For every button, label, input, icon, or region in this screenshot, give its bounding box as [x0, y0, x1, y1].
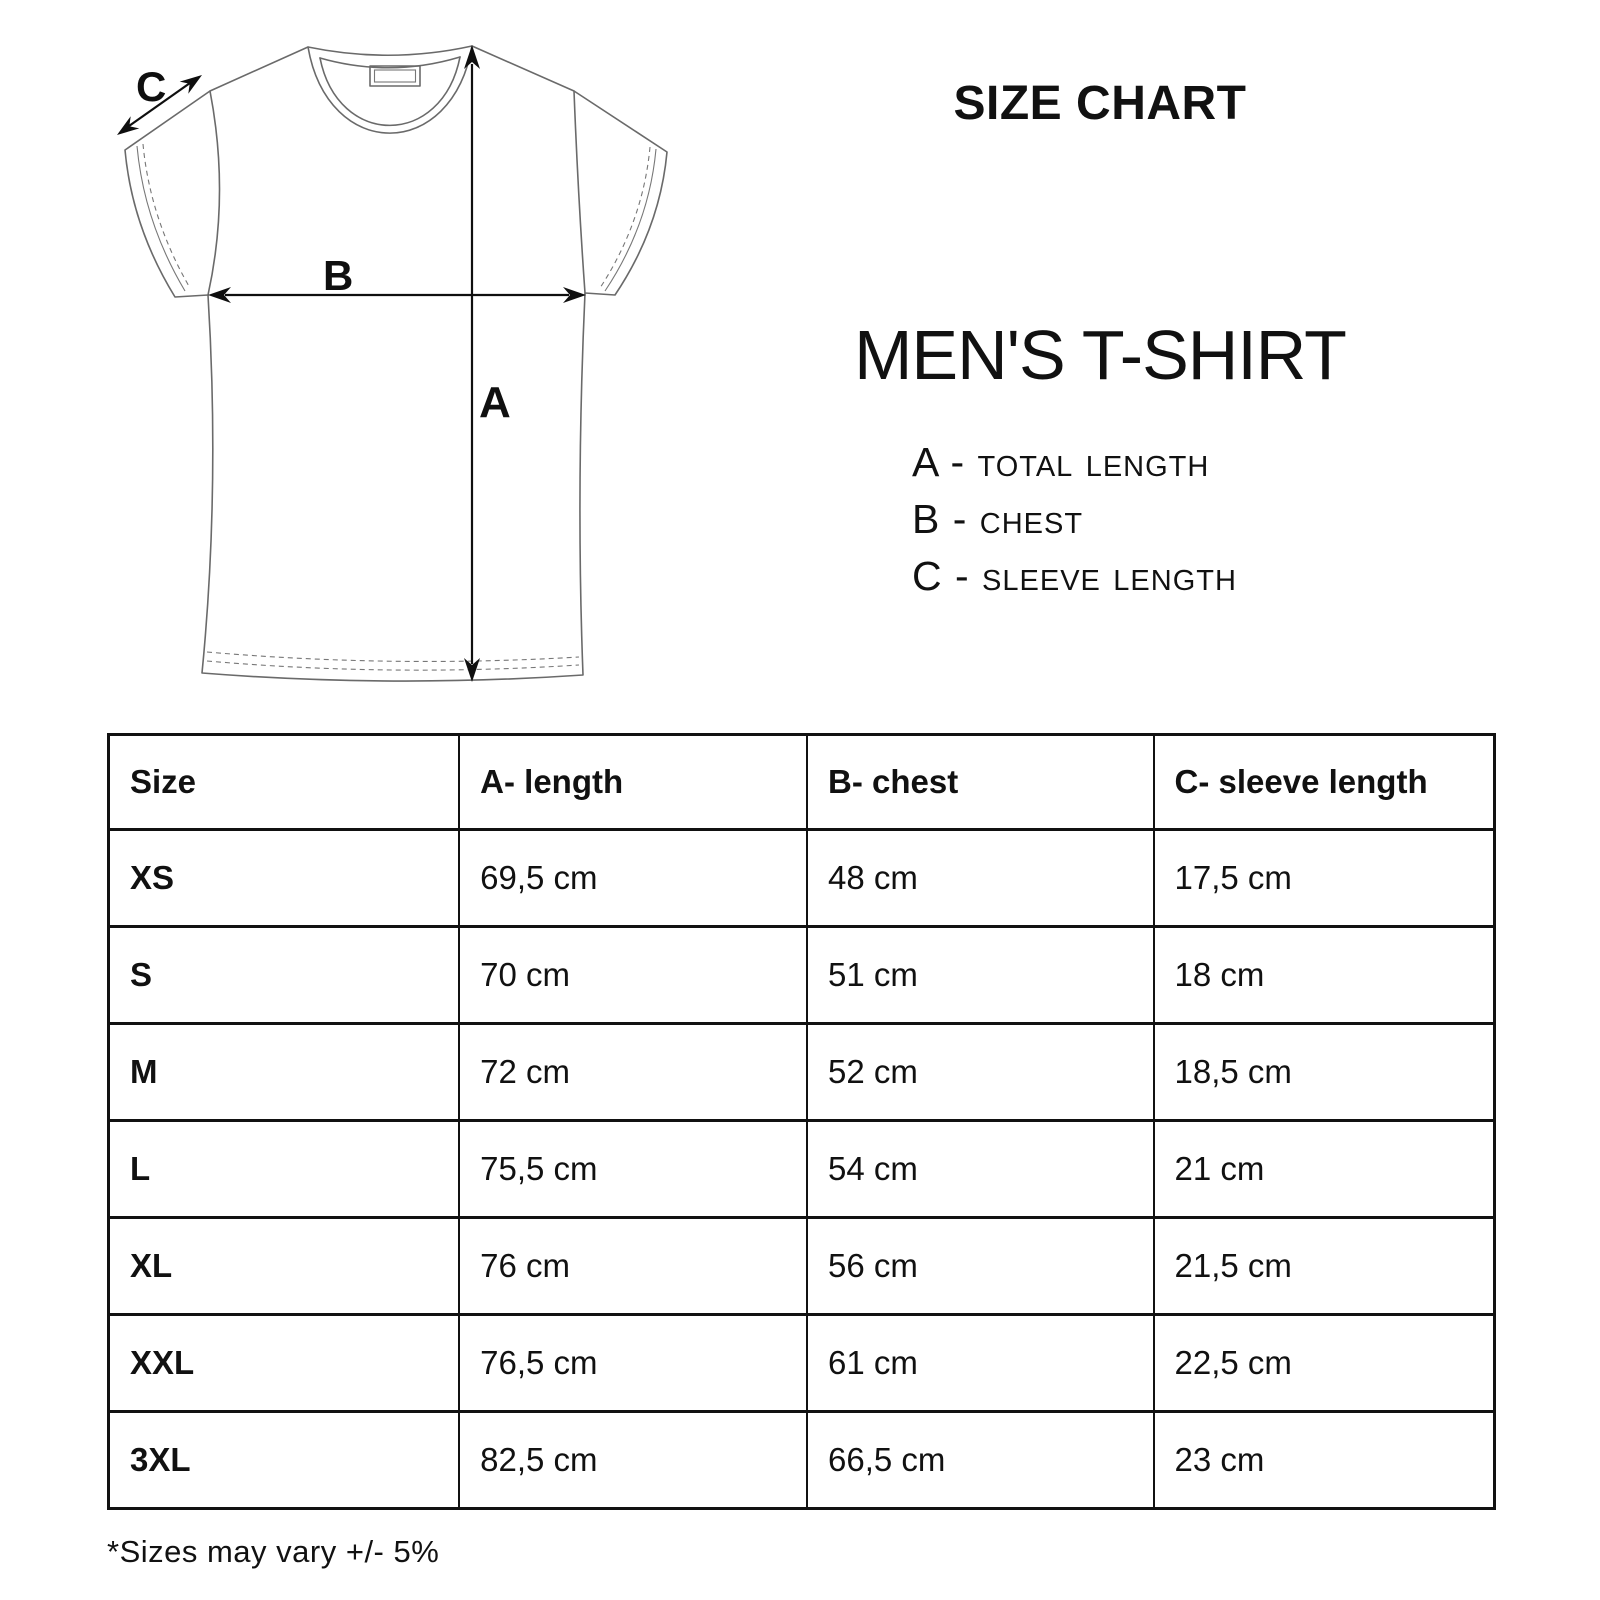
table-row — [109, 1315, 1495, 1412]
legend-item-b: B - chest — [912, 496, 1084, 542]
size-value: XL — [109, 1218, 460, 1315]
size-value: XXL — [109, 1315, 460, 1412]
size-value: XS — [109, 830, 460, 927]
legend-item-a: A - total length — [912, 439, 1210, 485]
size-value: S — [109, 927, 460, 1024]
tshirt-diagram — [80, 20, 720, 700]
c-sleeve-value: 18,5 cm — [1154, 1024, 1495, 1121]
size-value: L — [109, 1121, 460, 1218]
b-chest-value: 52 cm — [807, 1024, 1154, 1121]
a-length-value: 76 cm — [459, 1218, 807, 1315]
a-length-value: 70 cm — [459, 927, 807, 1024]
c-sleeve-value: 21 cm — [1154, 1121, 1495, 1218]
a-length-value: 75,5 cm — [459, 1121, 807, 1218]
column-header-c-sleeve: C- sleeve length — [1154, 735, 1495, 830]
column-header-b-chest: B- chest — [807, 735, 1154, 830]
column-header-a-length: A- length — [459, 735, 807, 830]
b-chest-value: 61 cm — [807, 1315, 1154, 1412]
product-subtitle: MEN'S T-SHIRT — [854, 316, 1346, 394]
c-sleeve-value: 22,5 cm — [1154, 1315, 1495, 1412]
diagram-label-c: C — [136, 63, 167, 110]
c-sleeve-value: 18 cm — [1154, 927, 1495, 1024]
a-length-value: 76,5 cm — [459, 1315, 807, 1412]
table-row — [109, 1218, 1495, 1315]
b-chest-value: 54 cm — [807, 1121, 1154, 1218]
page-title: SIZE CHART — [953, 77, 1247, 130]
column-header-size: Size — [109, 735, 460, 830]
size-value: M — [109, 1024, 460, 1121]
a-length-value: 72 cm — [459, 1024, 807, 1121]
tshirt-outline — [125, 46, 667, 681]
table-header-row — [109, 735, 1495, 830]
table-row — [109, 1024, 1495, 1121]
b-chest-value: 51 cm — [807, 927, 1154, 1024]
legend-item-c: C - sleeve length — [912, 553, 1237, 599]
diagram-label-b: B — [323, 252, 354, 299]
c-sleeve-value: 23 cm — [1154, 1412, 1495, 1509]
diagram-label-a: A — [479, 378, 511, 427]
table-row — [109, 927, 1495, 1024]
table-row — [109, 1121, 1495, 1218]
size-variance-note: *Sizes may vary +/- 5% — [107, 1534, 440, 1569]
c-sleeve-value: 21,5 cm — [1154, 1218, 1495, 1315]
b-chest-value: 56 cm — [807, 1218, 1154, 1315]
b-chest-value: 66,5 cm — [807, 1412, 1154, 1509]
table-row — [109, 830, 1495, 927]
a-length-value: 82,5 cm — [459, 1412, 807, 1509]
b-chest-value: 48 cm — [807, 830, 1154, 927]
table-row — [109, 1412, 1495, 1509]
size-value: 3XL — [109, 1412, 460, 1509]
measurement-legend — [912, 439, 1237, 613]
size-table — [107, 733, 1496, 1510]
c-sleeve-value: 17,5 cm — [1154, 830, 1495, 927]
a-length-value: 69,5 cm — [459, 830, 807, 927]
